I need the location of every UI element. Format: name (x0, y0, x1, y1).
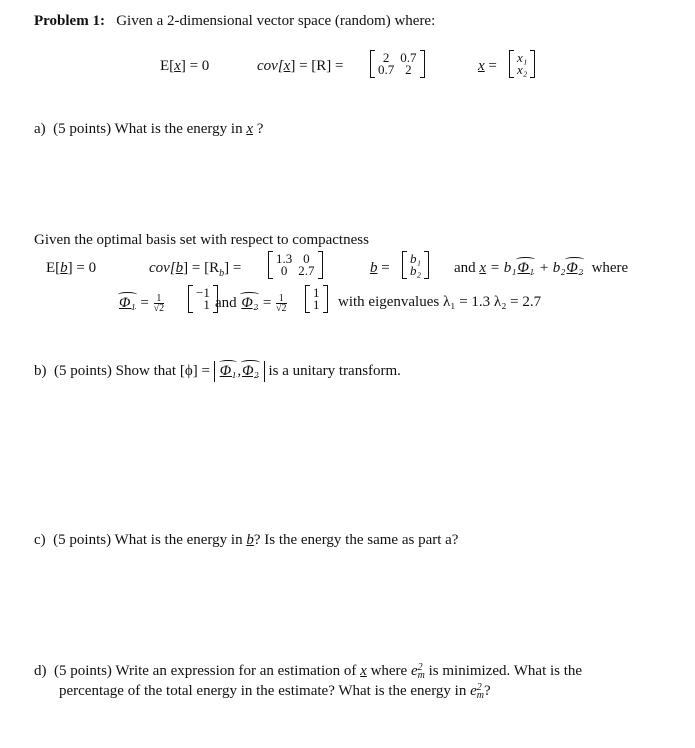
eq-text: = b₁ (489, 260, 517, 276)
matrix-cell: 0.7 (378, 62, 395, 77)
phi-matrix (214, 361, 265, 382)
eq-text: = (140, 294, 149, 311)
b-vector (404, 253, 427, 277)
eq-text: cov[ (149, 260, 176, 276)
eq-var: x (479, 260, 487, 276)
eq-text: E[ (160, 58, 175, 74)
part-d-line2 (59, 683, 491, 700)
part-text: (5 points) What is the energy in (53, 532, 243, 548)
eq-text: and (454, 260, 476, 276)
problem-title: Problem 1: (34, 13, 105, 29)
eq-text: = (381, 260, 390, 276)
x-expansion-eq (454, 260, 628, 277)
phi1-symbol: Φ₁ (119, 294, 136, 311)
problem-intro: Given a 2-dimensional vector space (random) where: (116, 13, 436, 29)
part-text: ? (256, 121, 264, 137)
part-c (34, 532, 458, 549)
fraction-denominator: √2 (153, 303, 165, 314)
vector-cell: −1 (196, 285, 210, 300)
eq-text: ] = 0 (67, 260, 97, 276)
fraction-denominator: √2 (276, 303, 287, 314)
part-label: a) (34, 121, 46, 137)
matrix-cell: 0 (303, 251, 310, 266)
eq-text: ] = [R (183, 260, 220, 276)
part-text: (5 points) Show that [ϕ] = (54, 363, 210, 379)
eq-text: ] = (224, 260, 242, 276)
phi2-symbol: Φ₂ (242, 363, 259, 379)
b-vector-eq (370, 260, 390, 277)
vector-cell: x₂ (517, 62, 528, 77)
em-symbol: e 2 m (470, 681, 485, 701)
phi1-symbol: Φ₁ (517, 260, 535, 276)
eq-var: x (283, 58, 291, 74)
phi2-symbol: Φ₂ (566, 260, 584, 276)
fraction-numerator: 1 (154, 294, 165, 304)
part-text: (5 points) Write an expression for an estimation of (54, 663, 357, 679)
vector-cell: b₁ (410, 251, 422, 266)
matrix-Rb (270, 253, 321, 277)
phi2-symbol: Φ₂ (241, 294, 259, 311)
x-vector-eq (478, 58, 497, 75)
part-label: d) (34, 663, 47, 679)
phi1-symbol: Φ₁ (219, 363, 237, 379)
part-text: ? Is the energy the same as part a? (253, 532, 459, 548)
eq-text: and (215, 294, 237, 311)
matrix-cell: 2 (405, 62, 412, 77)
matrix-R (372, 52, 423, 76)
eq-var: x (174, 58, 181, 74)
phi2-def (215, 294, 288, 313)
part-var: x (246, 121, 253, 137)
part-text: , (237, 363, 242, 379)
eq-text: ] = 0 (180, 58, 210, 74)
eq-var: b (370, 260, 378, 276)
vector-cell: 1 (313, 297, 320, 312)
eq-text: E[ (46, 260, 61, 276)
eq-text: = (262, 294, 272, 311)
vector-cell: 1 (313, 285, 320, 300)
expectation-x-eq (160, 58, 209, 75)
part-var: x (360, 663, 367, 679)
part-label: c) (34, 532, 46, 548)
matrix-cell: 0.7 (400, 50, 417, 65)
basis-intro: Given the optimal basis set with respect to compactness (34, 232, 369, 248)
cov-x-eq (257, 58, 344, 75)
eq-var: b (175, 260, 184, 276)
eigenvalues: with eigenvalues λ₁ = 1.3 λ₂ = 2.7 (338, 294, 542, 310)
x-vector (511, 52, 533, 76)
part-text: is a unitary transform. (268, 363, 401, 379)
part-var: b (246, 532, 254, 548)
matrix-cell: 2.7 (298, 263, 315, 278)
matrix-cell: 1.3 (276, 251, 293, 266)
eq-text: ] = [R] = (290, 58, 344, 74)
eq-text: where (591, 260, 629, 276)
fraction-numerator: 1 (276, 294, 287, 304)
part-b (34, 361, 401, 382)
eq-text: cov[ (257, 58, 284, 74)
phi1-def (118, 294, 165, 313)
cov-b-eq (149, 260, 241, 279)
phi2-vector (307, 287, 326, 311)
vector-cell: b₂ (410, 263, 422, 278)
vector-cell: x₁ (517, 50, 528, 65)
phi1-vector (190, 287, 216, 311)
eq-text: + b₂ (538, 260, 566, 276)
eq-var: b (60, 260, 68, 276)
part-text: is minimized. What is the (428, 663, 583, 679)
part-text: (5 points) What is the energy in (53, 121, 243, 137)
em-symbol: e 2 m (410, 661, 425, 681)
part-text: where (370, 663, 408, 679)
expectation-b-eq (46, 260, 96, 277)
part-text: percentage of the total energy in the estimate? What is the energy in (59, 683, 467, 699)
eq-var: x (478, 58, 485, 74)
matrix-cell: 0 (280, 263, 288, 278)
part-d-line1 (34, 663, 582, 680)
part-a (34, 121, 263, 138)
vector-cell: 1 (203, 297, 210, 312)
problem-header (34, 13, 435, 30)
eq-sub: b (219, 268, 225, 279)
matrix-cell: 2 (382, 50, 390, 65)
part-text: ? (484, 683, 491, 699)
eq-text: = (488, 58, 497, 74)
part-label: b) (34, 363, 47, 379)
